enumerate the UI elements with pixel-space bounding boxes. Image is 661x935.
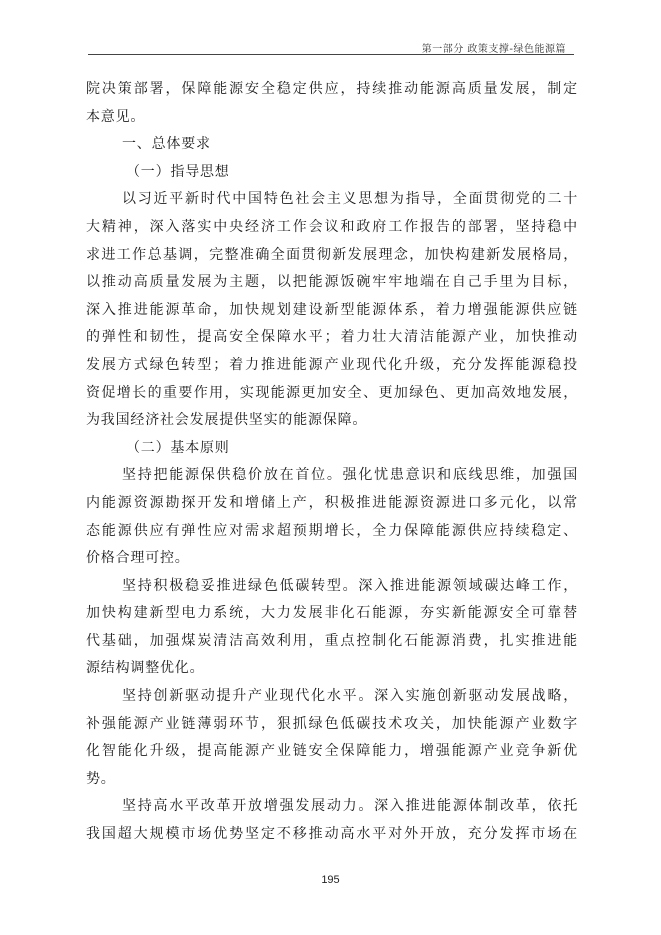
paragraph-line: 源结构调整优化。	[86, 660, 205, 677]
paragraph-line: 发展方式绿色转型；着力推进能源产业现代化升级，充分发挥能源稳投	[86, 356, 578, 373]
document-body	[86, 76, 578, 849]
section-heading: 一、总体要求	[122, 136, 211, 153]
header-rule	[88, 54, 574, 55]
paragraph-line: 的弹性和韧性，提高安全保障水平；着力壮大清洁能源产业，加快推动	[86, 329, 578, 346]
subsection-heading: （一）指导思想	[126, 163, 230, 180]
paragraph-line: 坚持高水平改革开放增强发展动力。深入推进能源体制改革，依托	[122, 798, 578, 815]
paragraph-line: 内能源资源勘探开发和增储上产，积极推进能源资源进口多元化，以常	[86, 494, 578, 511]
paragraph-line: 加快构建新型电力系统，大力发展非化石能源，夯实新能源安全可靠替	[86, 605, 578, 622]
paragraph-line: 为我国经济社会发展提供坚实的能源保障。	[86, 412, 368, 429]
paragraph-line: 坚持把能源保供稳价放在首位。强化忧患意识和底线思维，加强国	[122, 467, 578, 484]
paragraph-line: 大精神，深入落实中央经济工作会议和政府工作报告的部署，坚持稳中	[86, 218, 578, 235]
page-number: 195	[321, 874, 340, 886]
paragraph-line: 化智能化升级，提高能源产业链安全保障能力，增强能源产业竞争新优	[86, 743, 578, 760]
paragraph-line: 坚持积极稳妥推进绿色低碳转型。深入推进能源领域碳达峰工作，	[122, 577, 578, 594]
paragraph-line: 我国超大规模市场优势坚定不移推动高水平对外开放，充分发挥市场在	[86, 826, 578, 843]
paragraph-line: 院决策部署，保障能源安全稳定供应，持续推动能源高质量发展，制定	[86, 81, 578, 97]
paragraph-line: 资促增长的重要作用，实现能源更加安全、更加绿色、更加高效地发展，	[86, 384, 578, 401]
paragraph-line: 以推动高质量发展为主题，以把能源饭碗牢牢地端在自己手里为目标，	[86, 274, 578, 291]
paragraph-line: 以习近平新时代中国特色社会主义思想为指导，全面贯彻党的二十	[122, 191, 578, 208]
paragraph-line: 价格合理可控。	[86, 550, 190, 567]
paragraph-line: 本意见。	[86, 108, 146, 125]
subsection-heading: （二）基本原则	[126, 439, 230, 456]
paragraph-line: 态能源供应有弹性应对需求超预期增长，全力保障能源供应持续稳定、	[86, 522, 578, 539]
paragraph-line: 势。	[86, 770, 116, 787]
paragraph-line: 代基础，加强煤炭清洁高效利用，重点控制化石能源消费，扎实推进能	[86, 632, 578, 649]
header-title: 第一部分 政策支撑-绿色能源篇	[421, 44, 566, 55]
paragraph-line: 补强能源产业链薄弱环节，狠抓绿色低碳技术攻关，加快能源产业数字	[86, 715, 578, 732]
paragraph-line: 坚持创新驱动提升产业现代化水平。深入实施创新驱动发展战略，	[122, 688, 578, 705]
paragraph-line: 深入推进能源革命，加快规划建设新型能源体系，着力增强能源供应链	[86, 301, 578, 318]
paragraph-line: 求进工作总基调，完整准确全面贯彻新发展理念，加快构建新发展格局，	[86, 246, 578, 263]
running-header	[88, 38, 574, 54]
